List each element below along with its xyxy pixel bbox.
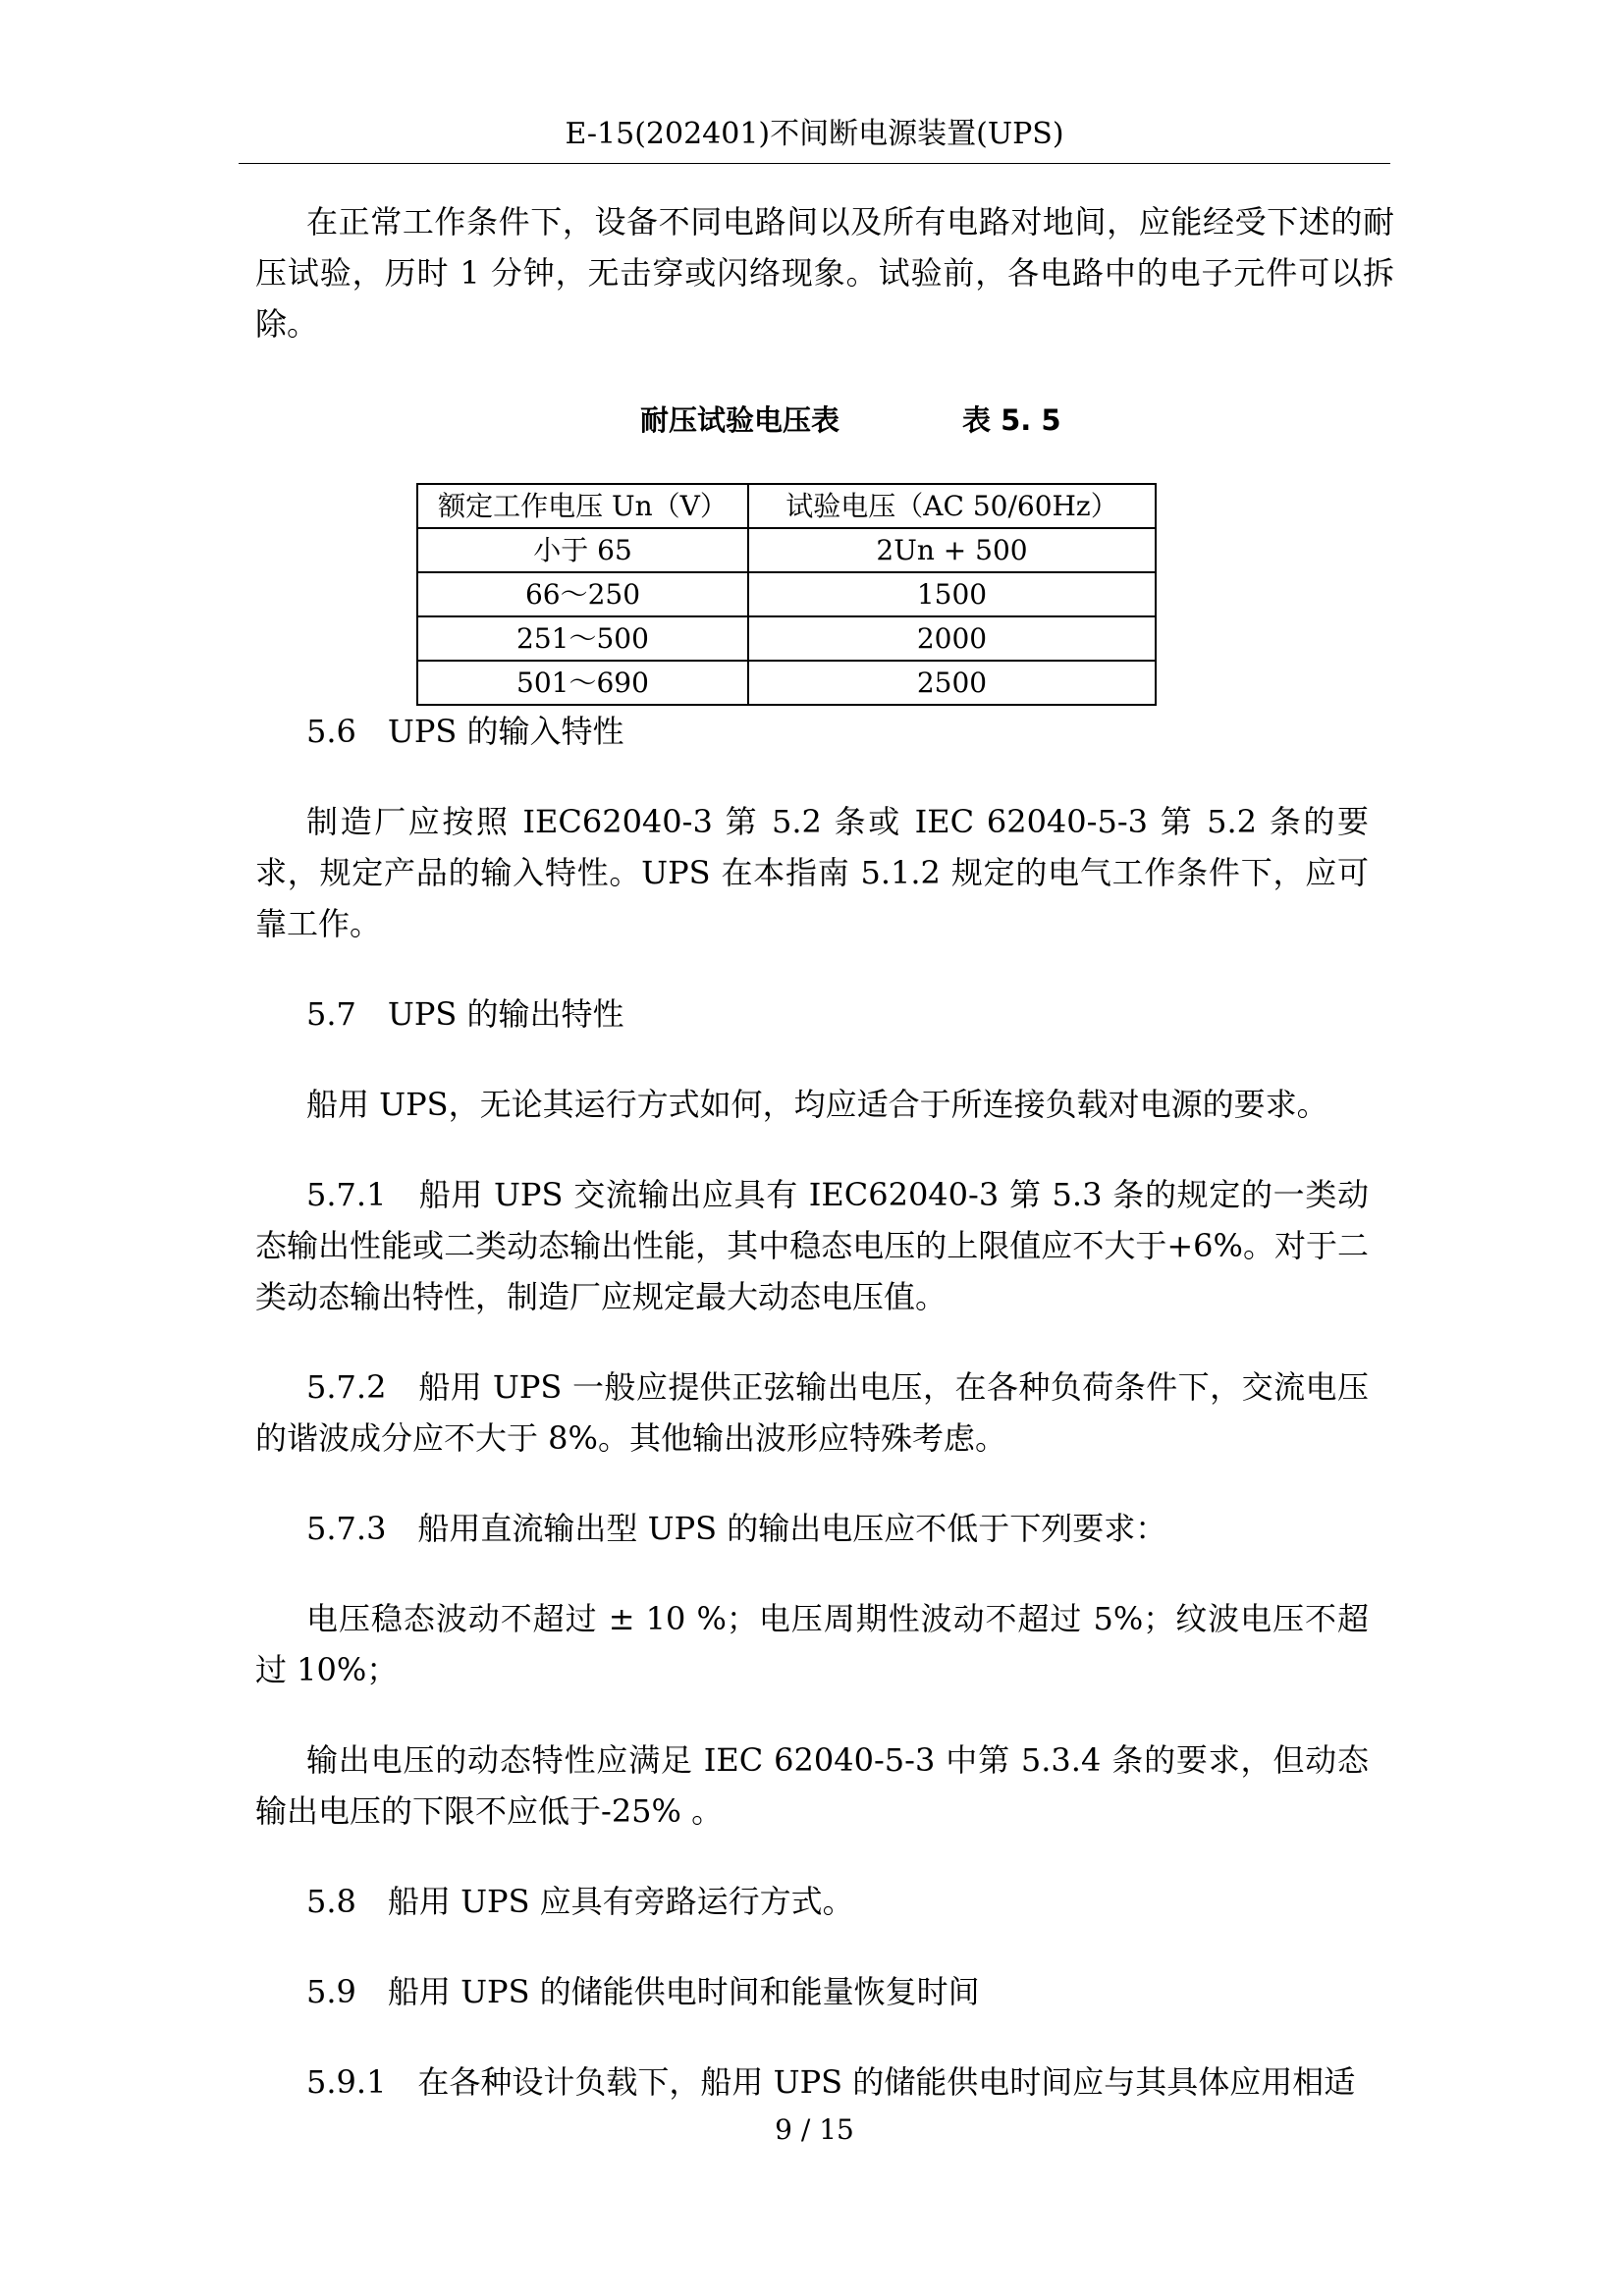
section-heading-5-8: 5.8 船用 UPS 应具有旁路运行方式。 xyxy=(306,1883,854,1920)
table-row xyxy=(417,528,1156,572)
header-rated-voltage: 额定工作电压 Un（V） xyxy=(417,484,748,528)
cell-rated-voltage: 66～250 xyxy=(417,572,748,616)
table-row xyxy=(417,661,1156,705)
page-body xyxy=(255,196,1394,2101)
header-test-voltage: 试验电压（AC 50/60Hz） xyxy=(748,484,1156,528)
paragraph-5-7-1: 5.7.1 船用 UPS 交流输出应具有 IEC62040-3 第 5.3 条的规定的一类动态输出性能或二类动态输出性能，其中稳态电压的上限值应不大于+6%。对于二类动态输出特性，制造厂应规定最大动态电压值。 xyxy=(255,1176,1369,1315)
cell-rated-voltage: 501～690 xyxy=(417,661,748,705)
paragraph-5-7-3-a: 电压稳态波动不超过 ± 10 %；电压周期性波动不超过 5%；纹波电压不超过 10%； xyxy=(255,1600,1369,1688)
table-caption-number: 表 5. 5 xyxy=(962,403,1061,437)
intro-paragraph: 在正常工作条件下，设备不同电路间以及所有电路对地间，应能经受下述的耐压试验，历时 1 分钟，无击穿或闪络现象。试验前，各电路中的电子元件可以拆除。 xyxy=(255,203,1394,343)
paragraph-5-7-2: 5.7.2 船用 UPS 一般应提供正弦输出电压，在各种负荷条件下，交流电压的谐波成分应不大于 8%。其他输出波形应特殊考虑。 xyxy=(255,1368,1369,1457)
table-header-row xyxy=(417,484,1156,528)
page-header: E-15(202401)不间断电源装置(UPS) xyxy=(565,117,1064,151)
cell-test-voltage: 2500 xyxy=(748,661,1156,705)
table-row xyxy=(417,616,1156,661)
cell-rated-voltage: 251～500 xyxy=(417,616,748,661)
paragraph-5-9-1: 5.9.1 在各种设计负载下，船用 UPS 的储能供电时间应与其具体应用相适 xyxy=(306,2063,1356,2101)
paragraph-5-7: 船用 UPS，无论其运行方式如何，均应适合于所连接负载对电源的要求。 xyxy=(306,1086,1328,1123)
paragraph-5-7-3-b: 输出电压的动态特性应满足 IEC 62040-5-3 中第 5.3.4 条的要求，但动态输出电压的下限不应低于-25% 。 xyxy=(255,1741,1369,1830)
page-number: 9 / 15 xyxy=(775,2113,854,2146)
table-row xyxy=(417,572,1156,616)
sections-content xyxy=(255,706,1369,2108)
cell-test-voltage: 2000 xyxy=(748,616,1156,661)
paragraph-5-7-3: 5.7.3 船用直流输出型 UPS 的输出电压应不低于下列要求： xyxy=(306,1510,1167,1547)
section-heading-5-7: 5.7 UPS 的输出特性 xyxy=(306,995,624,1033)
cell-test-voltage: 2Un + 500 xyxy=(748,528,1156,572)
voltage-test-table xyxy=(416,483,1157,706)
cell-test-voltage: 1500 xyxy=(748,572,1156,616)
paragraph-5-6: 制造厂应按照 IEC62040-3 第 5.2 条或 IEC 62040-5-3 第 5.2 条的要求，规定产品的输入特性。UPS 在本指南 5.1.2 规定的电气工作条件下，应可靠工作。 xyxy=(255,803,1369,942)
header-rule xyxy=(239,163,1390,164)
table-caption-title: 耐压试验电压表 xyxy=(640,403,840,437)
table-caption xyxy=(255,399,1369,438)
cell-rated-voltage: 小于 65 xyxy=(417,528,748,572)
section-heading-5-6: 5.6 UPS 的输入特性 xyxy=(306,713,624,750)
section-heading-5-9: 5.9 船用 UPS 的储能供电时间和能量恢复时间 xyxy=(306,1973,980,2010)
